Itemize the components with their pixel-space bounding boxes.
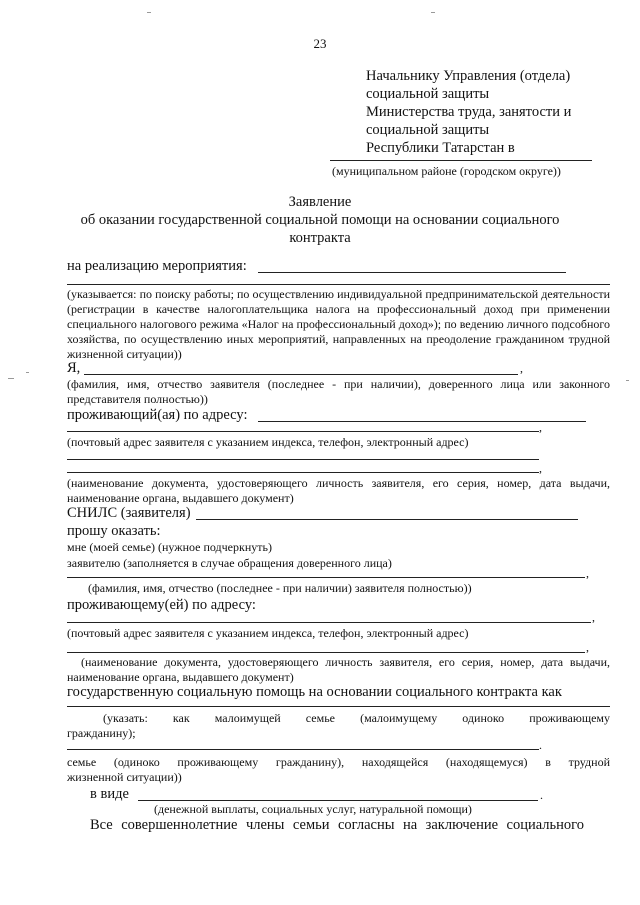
fio2-field-line[interactable] [67, 577, 585, 578]
document-subtitle-cont: контракта [289, 230, 351, 246]
snils-label: СНИЛС (заявителя) [67, 505, 191, 521]
scan-speck [26, 372, 29, 373]
i-label: Я, [67, 360, 81, 376]
scan-speck [147, 12, 151, 13]
doc-field-line[interactable] [67, 459, 539, 460]
doc2-field-line[interactable] [67, 652, 585, 653]
page-number: 23 [313, 36, 327, 51]
document-subtitle: об оказании государственной социальной помощи на основании социального [80, 212, 560, 228]
snils-field-line[interactable] [196, 519, 578, 520]
me-family-option: мне (моей семье) (нужное подчеркнуть) [67, 540, 272, 554]
family-line-2: жизненной ситуации)) [67, 770, 182, 784]
doc-comma: , [539, 461, 542, 475]
municipal-note: (муниципальном районе (городском округе)) [332, 164, 561, 178]
aid-field-line[interactable] [67, 706, 610, 707]
residing2-label: проживающему(ей) по адресу: [67, 597, 256, 613]
situation-dot: . [539, 738, 542, 752]
situation-field-line[interactable] [67, 749, 539, 750]
indicate-line-1: (указать: как малоимущей семье (малоимущему одиноко проживающему [103, 711, 610, 725]
measure-label: на реализацию мероприятия: [67, 258, 247, 274]
form-field-line[interactable] [138, 800, 538, 801]
document-title: Заявление [288, 194, 352, 210]
final-line: Все совершеннолетние члены семьи согласны на заключение социального [90, 817, 584, 833]
measure-field-line[interactable] [258, 272, 566, 273]
applicant-fill-option: заявителю (заполняется в случае обращения доверенного лица) [67, 556, 392, 570]
addressee-line-4: социальной защиты [366, 122, 490, 138]
doc-note-2: (наименование документа, удостоверяющего личность заявителя, его серия, номер, дата выдачи, наименование органа, выдавшего документ) [67, 655, 610, 684]
addressee-line-2: социальной защиты [366, 86, 490, 102]
scan-speck [8, 378, 14, 379]
addressee-line-3: Министерства труда, занятости и [366, 104, 572, 120]
doc-note: (наименование документа, удостоверяющего личность заявителя, его серия, номер, дата выдачи, наименование органа, выдавшего документ) [67, 476, 610, 505]
address-comma: , [539, 420, 542, 434]
address-field-line-2[interactable] [67, 431, 539, 432]
residing-label: проживающий(ая) по адресу: [67, 407, 248, 423]
fio2-comma: , [586, 566, 589, 580]
doc2-comma: , [586, 640, 589, 654]
form-note: (денежной выплаты, социальных услуг, натуральной помощи) [154, 802, 472, 816]
addressee-line-5: Республики Татарстан в [366, 140, 515, 156]
address2-comma: , [592, 610, 595, 624]
address-field-line[interactable] [258, 421, 586, 422]
measure-note: (указывается: по поиску работы; по осуществлению индивидуальной предпринимательской деятельности (регистрации в качестве налогоплательщика налога на профессиональный доход при применении специального налогового режима «Налог на профессиональный доход»); по ведению личного подсобного хозяйства, по осуществлению иных мероприятий, направленных на преодоление гражданином трудной жизненной ситуации)) [67, 287, 610, 361]
postal-note: (почтовый адрес заявителя с указанием индекса, телефон, электронный адрес) [67, 435, 469, 449]
address2-field-line[interactable] [67, 622, 591, 623]
fio-note: (фамилия, имя, отчество заявителя (последнее - при наличии), доверенного лица или законного представителя полностью)) [67, 377, 610, 406]
municipal-field-line[interactable] [330, 160, 592, 161]
doc-field-line-2[interactable] [67, 472, 539, 473]
state-aid-text: государственную социальную помощь на основании социального контракта как [67, 684, 562, 700]
form-dot: . [540, 788, 543, 802]
family-line-1: семье (одиноко проживающему гражданину), находящейся (находящемуся) в трудной [67, 755, 610, 769]
scan-speck [626, 380, 629, 381]
addressee-line-1: Начальнику Управления (отдела) [366, 68, 571, 84]
indicate-line-2: гражданину); [67, 726, 136, 740]
fio-note-2: (фамилия, имя, отчество (последнее - при наличии) заявителя полностью)) [88, 581, 472, 595]
measure-field-line-2[interactable] [67, 284, 610, 285]
ask-label: прошу оказать: [67, 523, 161, 539]
postal-note-2: (почтовый адрес заявителя с указанием индекса, телефон, электронный адрес) [67, 626, 469, 640]
form-label: в виде [90, 786, 129, 802]
fio-comma: , [520, 361, 523, 375]
scan-speck [431, 12, 435, 13]
fio-field-line[interactable] [84, 374, 518, 375]
